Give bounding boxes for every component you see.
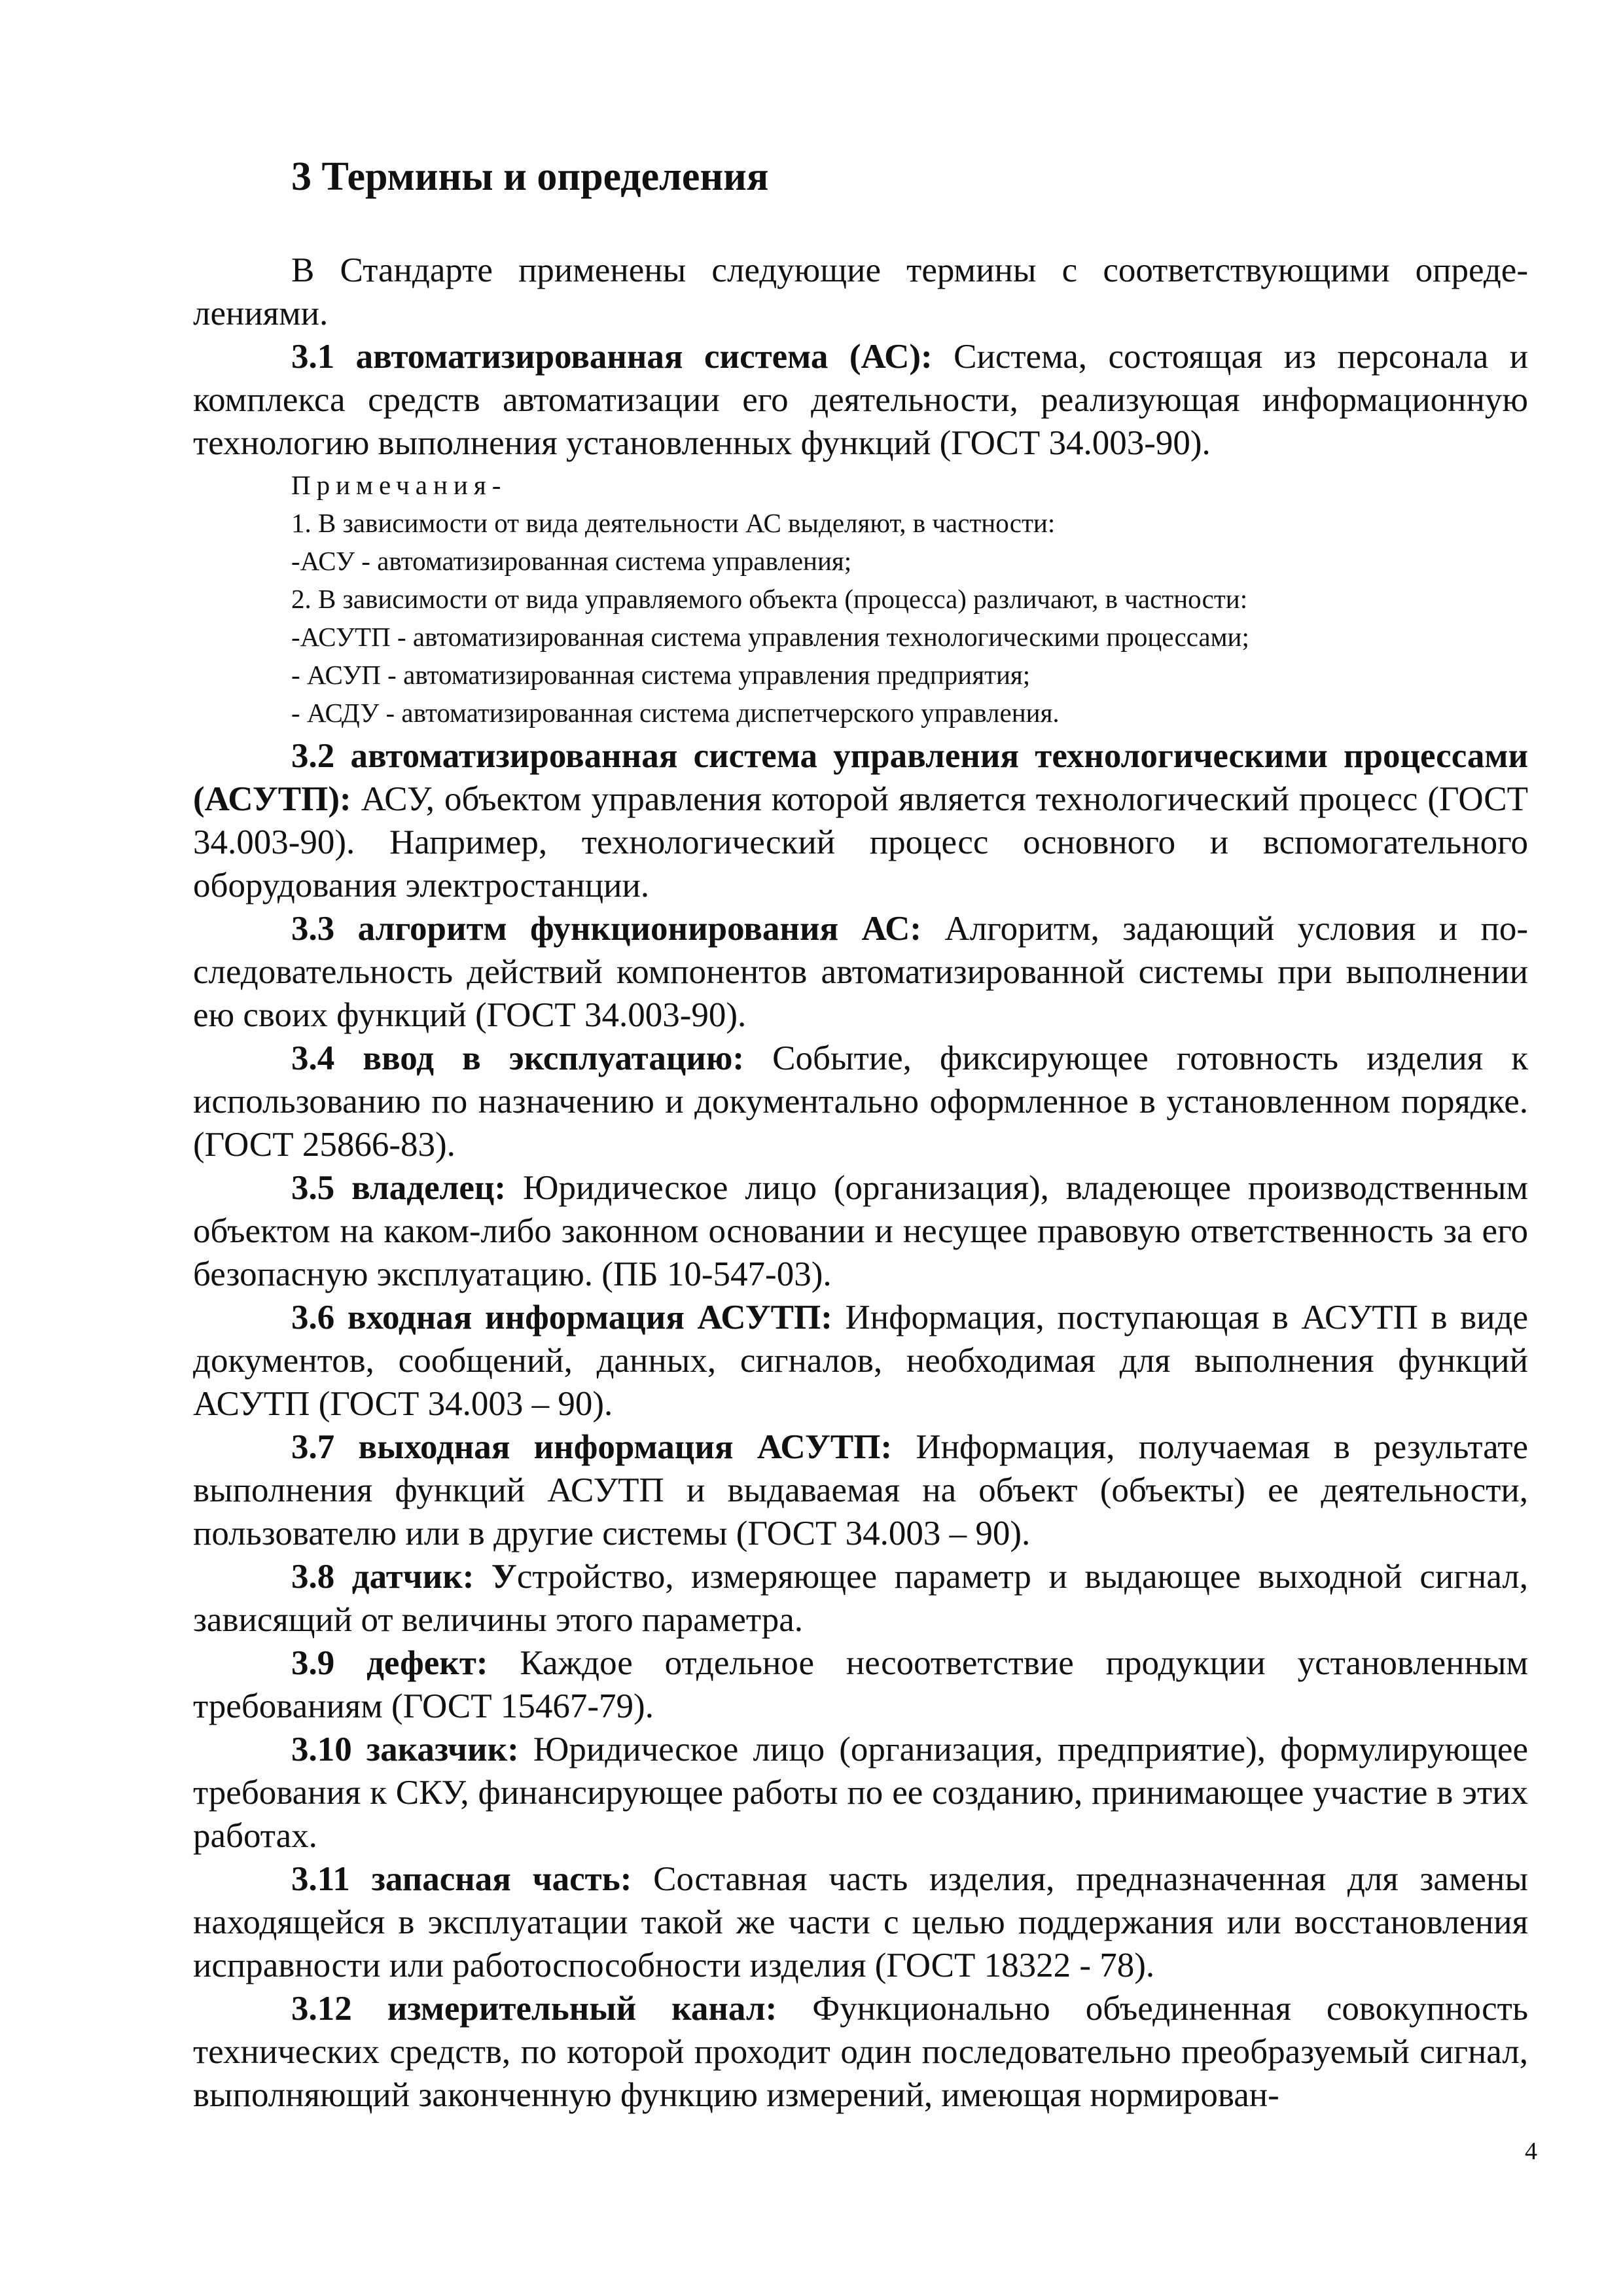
term-definition: стройство, измеряющее параметр и выдающее выходной сигнал, зависящий от величины этого параметра. — [193, 1558, 1529, 1639]
term-3-5 — [193, 1166, 1528, 1296]
note-line: -АСУ - автоматизированная система управления; — [291, 546, 852, 576]
term-name: 3.4 ввод в эксплуатацию: — [291, 1039, 745, 1077]
term-name: 3.7 выходная информация АСУТП: — [291, 1428, 893, 1466]
page-number: 4 — [1525, 2138, 1537, 2165]
term-3-1 — [193, 335, 1528, 465]
section-title: 3 Термины и определения — [291, 154, 769, 199]
note-line: -АСУТП - автоматизированная система управления технологическими процессами; — [291, 622, 1249, 652]
term-name: 3.8 датчик: У — [291, 1558, 517, 1596]
term-3-9 — [193, 1641, 1528, 1728]
term-name: 3.10 заказчик: — [291, 1731, 519, 1768]
term-definition: Информация, получаемая в результате выполнения функций АСУТП и выдаваемая на объект (объекты) ее деятельности, пользователю или в другие системы (ГОСТ 34.003 – 90). — [193, 1428, 1528, 1552]
term-name: 3.11 запасная часть: — [291, 1860, 632, 1898]
term-name: 3.3 алгоритм функционирования АС: — [291, 910, 922, 948]
document-page — [193, 151, 1528, 2117]
term-3-11 — [193, 1857, 1528, 1987]
note-line: - АСУП - автоматизированная система управления предприятия; — [291, 660, 1031, 690]
term-definition: Юридическое лицо (организация, предприятие), формулирующее требования к СКУ, финансирующее работы по ее созданию, принимающее участие в этих работах. — [193, 1731, 1528, 1855]
term-definition: Система, состоящая из персонала и комплекса средств автоматизации его деятельности, реализующая информационную технологию выполнения установленных функций (ГОСТ 34.003-90). — [193, 338, 1529, 462]
term-definition: Юридическое лицо (организация), владеющее производственным объектом на каком-либо законном основании и несущее правовую ответственность за его безопасную эксплуатацию. (ПБ 10-547-03). — [193, 1169, 1528, 1293]
term-definition: Событие, фиксирующее готовность изделия к использованию по назначению и документально оформленное в установленном порядке.(ГОСТ 25866-83). — [193, 1039, 1528, 1164]
term-name: 3.2 автоматизированная система управления технологическими процессами (АСУТП): — [193, 737, 1528, 818]
note-line: 2. В зависимости от вида управляемого объекта (процесса) различают, в частности: — [291, 584, 1248, 614]
intro-paragraph: В Стандарте применены следующие термины с соответствующими определениями. — [193, 251, 1528, 332]
term-name: 3.9 дефект: — [291, 1644, 488, 1682]
term-3-12 — [193, 1987, 1528, 2117]
term-definition: Алгоритм, задающий условия и последовательность действий компонентов автоматизированной системы при выполнении ею своих функций (ГОСТ 34.003-90). — [193, 910, 1528, 1034]
term-3-7 — [193, 1426, 1528, 1555]
term-name: 3.5 владелец: — [291, 1169, 507, 1207]
term-definition: АСУ, объектом управления которой является технологический процесс (ГОСТ 34.003-90). Например, технологический процесс основного и вспомогательного оборудования электростанции. — [193, 780, 1529, 905]
term-3-2 — [193, 734, 1528, 907]
term-definition: Составная часть изделия, предназначенная для замены находящейся в эксплуатации такой же части с целью поддержания или восстановления исправности или работоспособности изделия (ГОСТ 18322 - 78). — [193, 1860, 1528, 1984]
term-name: 3.6 входная информация АСУТП: — [291, 1299, 832, 1336]
note-line: 1. В зависимости от вида деятельности АС выделяют, в частности: — [291, 508, 1056, 538]
term-definition: Информация, поступающая в АСУТП в виде документов, сообщений, данных, сигналов, необходимая для выполнения функций АСУТП (ГОСТ 34.003 – 90). — [193, 1299, 1528, 1423]
notes-block — [291, 466, 1528, 732]
term-3-4 — [193, 1037, 1528, 1166]
term-definition: Каждое отдельное несоответствие продукции установленным требованиям (ГОСТ 15467-79). — [193, 1644, 1529, 1725]
note-line: - АСДУ - автоматизированная система диспетчерского управления. — [291, 698, 1060, 728]
term-name: 3.12 измерительный канал: — [291, 1990, 777, 2028]
term-3-3 — [193, 907, 1528, 1037]
notes-title: Примечания- — [291, 470, 507, 500]
term-definition: Функционально объединенная совокупность технических средств, по которой проходит один последовательно преобразуемый сигнал, выполняющий законченную функцию измерений, имеющая нормирован- — [193, 1990, 1528, 2114]
term-3-10 — [193, 1728, 1528, 1857]
term-3-8 — [193, 1555, 1528, 1641]
term-name: 3.1 автоматизированная система (АС): — [291, 338, 933, 376]
term-3-6 — [193, 1296, 1528, 1426]
